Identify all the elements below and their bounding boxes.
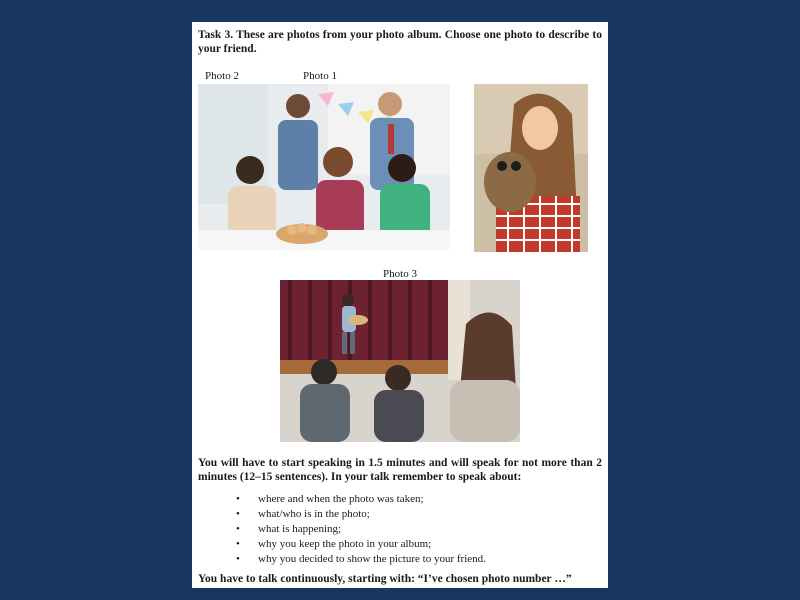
list-item-text: where and when the photo was taken; [258, 493, 424, 505]
photo-1-image [198, 84, 450, 250]
photo-1-caption: Photo 1 [303, 70, 337, 82]
list-item-text: what/who is in the photo; [258, 508, 370, 520]
bullet-list [232, 492, 592, 567]
photo-2-image [474, 84, 588, 252]
list-item [232, 492, 592, 507]
list-item-text: why you keep the photo in your album; [258, 538, 432, 550]
list-item [232, 507, 592, 522]
task-heading: Task 3. These are photos from your photo album. Choose one photo to describe to your friend. [198, 29, 602, 55]
bullet-icon: • [236, 553, 240, 565]
photo-3-image [280, 280, 520, 442]
list-item-text: why you decided to show the picture to your friend. [258, 553, 486, 565]
photo-2-caption: Photo 2 [205, 70, 239, 82]
list-item [232, 552, 592, 567]
instructions-paragraph: You will have to start speaking in 1.5 minutes and will speak for not more than 2 minutes (12–15 sentences). In your talk remember to speak about: [198, 457, 602, 483]
bullet-icon: • [236, 538, 240, 550]
list-item [232, 537, 592, 552]
closing-instruction: You have to talk continuously, starting with: “I’ve chosen photo number …” [198, 573, 572, 585]
bullet-icon: • [236, 523, 240, 535]
document-page [192, 22, 608, 588]
bullet-icon: • [236, 508, 240, 520]
bullet-icon: • [236, 493, 240, 505]
photo-3-caption: Photo 3 [383, 268, 417, 280]
list-item-text: what is happening; [258, 523, 342, 535]
list-item [232, 522, 592, 537]
